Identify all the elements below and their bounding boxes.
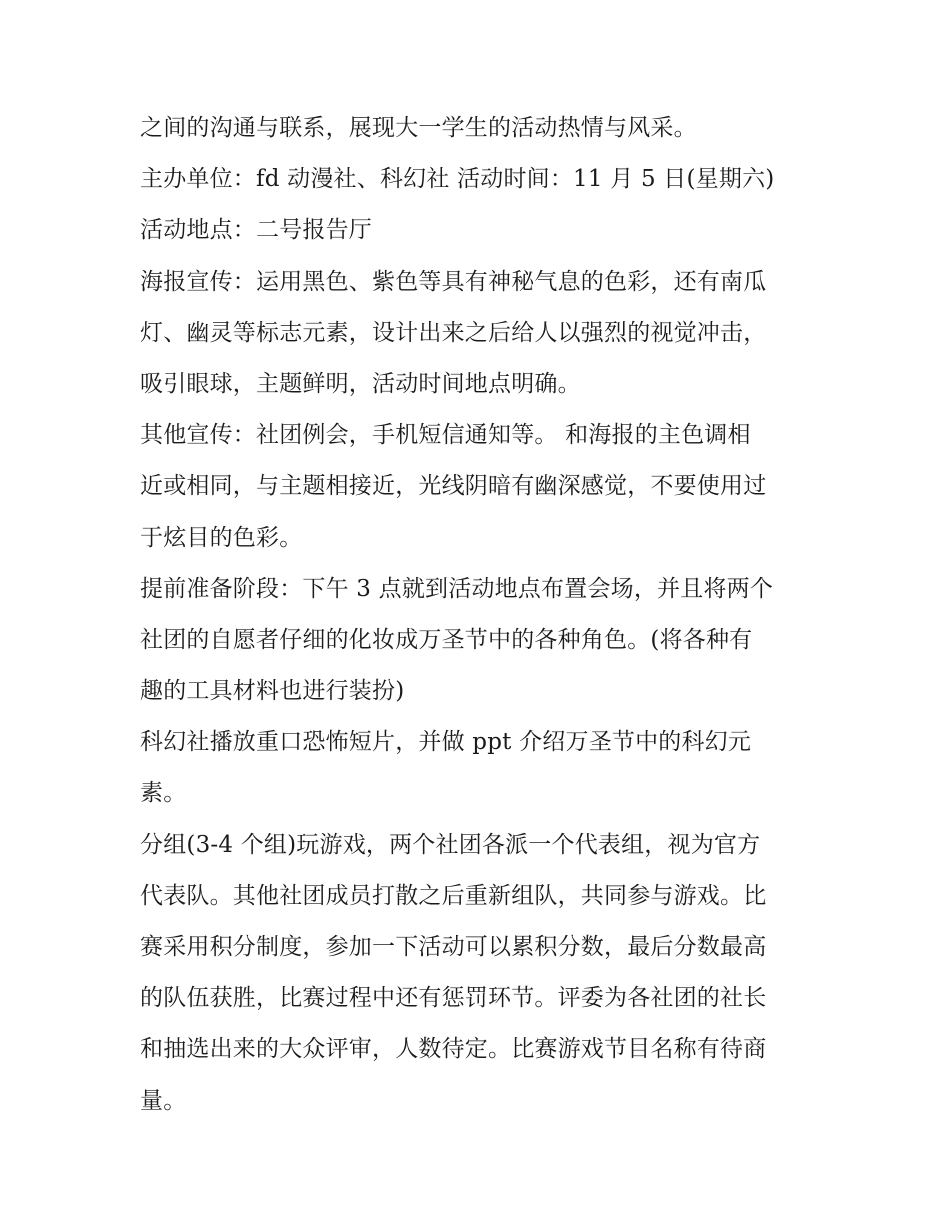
text-line-13: 科幻社播放重口恐怖短片，并做 ppt 介绍万圣节中的科幻元 <box>140 729 752 756</box>
text-line-2: 主办单位：fd 动漫社、科幻社 活动时间：11 月 5 日(星期六) <box>140 166 775 193</box>
text-line-9: 于炫目的色彩。 <box>140 524 303 551</box>
text-line-12: 趣的工具材料也进行装扮) <box>140 678 405 705</box>
text-line-14: 素。 <box>140 780 187 807</box>
document-body <box>140 103 820 1127</box>
text-line-11: 社团的自愿者仔细的化妆成万圣节中的各种角色。(将各种有 <box>140 626 753 653</box>
text-line-17: 赛采用积分制度，参加一下活动可以累积分数，最后分数最高 <box>140 934 767 960</box>
text-line-5: 灯、幽灵等标志元素，设计出来之后给人以强烈的视觉冲击， <box>140 319 767 346</box>
text-line-18: 的队伍获胜，比赛过程中还有惩罚环节。评委为各社团的社长 <box>140 985 767 1012</box>
text-line-20: 量。 <box>140 1087 187 1114</box>
text-line-19: 和抽选出来的大众评审，人数待定。比赛游戏节目名称有待商 <box>140 1036 767 1063</box>
text-line-6: 吸引眼球，主题鲜明，活动时间地点明确。 <box>140 370 581 397</box>
text-line-8: 近或相同，与主题相接近，光线阴暗有幽深感觉，不要使用过 <box>140 473 767 500</box>
text-line-10: 提前准备阶段：下午 3 点就到活动地点布置会场，并且将两个 <box>140 575 774 602</box>
text-line-4: 海报宣传：运用黑色、紫色等具有神秘气息的色彩，还有南瓜 <box>140 268 767 295</box>
text-line-3: 活动地点：二号报告厅 <box>140 217 372 244</box>
text-line-16: 代表队。其他社团成员打散之后重新组队，共同参与游戏。比 <box>140 882 767 909</box>
text-line-7: 其他宣传：社团例会，手机短信通知等。 和海报的主色调相 <box>140 422 751 449</box>
text-line-1: 之间的沟通与联系，展现大一学生的活动热情与风采。 <box>140 115 697 141</box>
text-line-15: 分组(3-4 个组)玩游戏，两个社团各派一个代表组，视为官方 <box>140 831 761 858</box>
